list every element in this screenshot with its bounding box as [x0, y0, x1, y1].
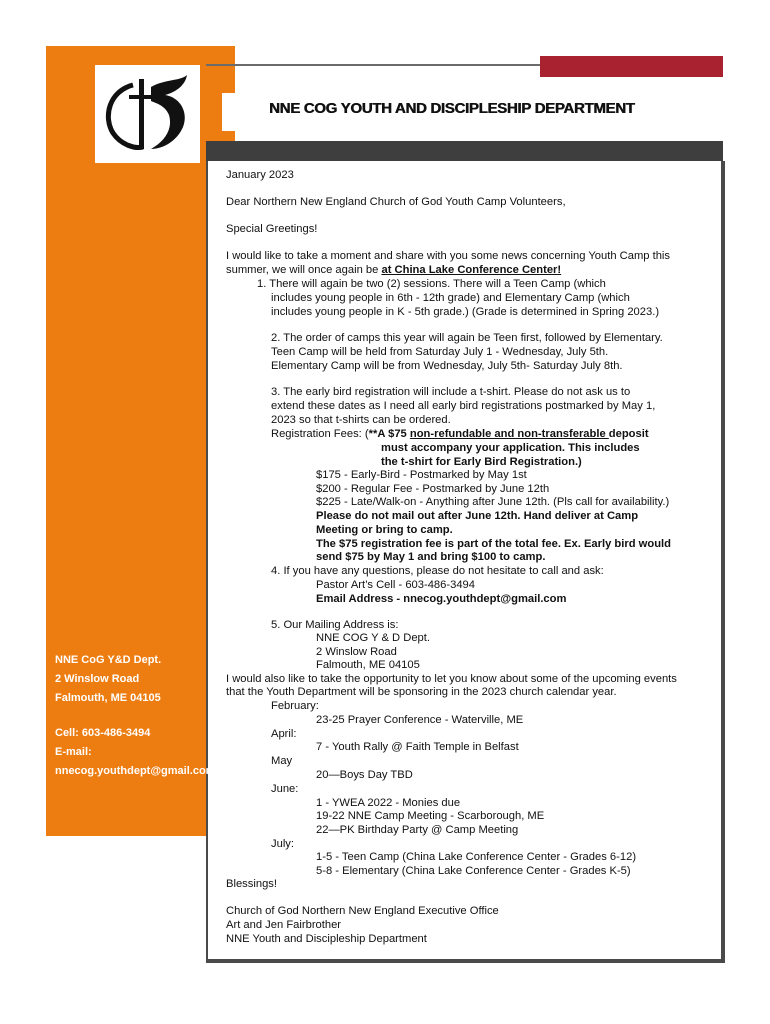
sidebar-email: nnecog.youthdept@gmail.com: [55, 765, 216, 777]
fee-early: $175 - Early-Bird - Postmarked by May 1st: [316, 469, 527, 481]
registration-fees: Registration Fees: (**A $75 non-refundable and non-transferable deposit: [271, 428, 649, 440]
fee-late: $225 - Late/Walk-on - Anything after June 12th. (Pls call for availability.): [316, 496, 670, 508]
item-3: 2023 so that t-shirts can be ordered.: [271, 414, 451, 426]
mailing-address: 2 Winslow Road: [316, 646, 397, 658]
camp-location: at China Lake Conference Center!: [381, 264, 562, 276]
item-3: 3. The early bird registration will include a t-shirt. Please do not ask us to: [271, 386, 631, 398]
item-2: Teen Camp will be held from Saturday July 1 - Wednesday, July 5th.: [271, 346, 609, 358]
intro-line: I would like to take a moment and share with you some news concerning Youth Camp this: [226, 250, 671, 262]
item-5: 5. Our Mailing Address is:: [271, 619, 399, 631]
sidebar-dept: NNE CoG Y&D Dept.: [55, 654, 162, 666]
fee-regular: $200 - Regular Fee - Postmarked by June 12th: [316, 483, 550, 495]
registration-fees: must accompany your application. This includes: [381, 442, 640, 454]
mailing-address: NNE COG Y & D Dept.: [316, 632, 430, 644]
item-2: 2. The order of camps this year will again be Teen first, followed by Elementary.: [271, 332, 663, 344]
fee-note: send $75 by May 1 and bring $100 to camp.: [316, 551, 546, 563]
month-label: February:: [271, 700, 319, 712]
page-title: NNE COG YOUTH AND DISCIPLESHIP DEPARTMENT: [269, 100, 635, 117]
sidebar-street: 2 Winslow Road: [55, 673, 140, 685]
sidebar-cell: Cell: 603-486-3494: [55, 727, 151, 739]
event-item: 19-22 NNE Camp Meeting - Scarborough, ME: [316, 810, 545, 822]
registration-fees: the t-shirt for Early Bird Registration.): [381, 456, 582, 468]
month-label: June:: [271, 783, 299, 795]
event-item: 22—PK Birthday Party @ Camp Meeting: [316, 824, 519, 836]
signature-line: Church of God Northern New England Executive Office: [226, 905, 499, 917]
letter-greeting: Special Greetings!: [226, 223, 318, 235]
item-1: includes young people in 6th - 12th grade) and Elementary Camp (which: [271, 292, 630, 304]
event-item: 1 - YWEA 2022 - Monies due: [316, 797, 461, 809]
sidebar-city: Falmouth, ME 04105: [55, 692, 161, 704]
event-item: 7 - Youth Rally @ Faith Temple in Belfast: [316, 741, 519, 753]
events-intro: I would also like to take the opportunity to let you know about some of the upcoming events: [226, 673, 677, 685]
month-label: July:: [271, 838, 295, 850]
month-label: April:: [271, 728, 297, 740]
logo: [95, 65, 200, 163]
event-item: 20—Boys Day TBD: [316, 769, 413, 781]
event-item: 5-8 - Elementary (China Lake Conference Center - Grades K-5): [316, 865, 631, 877]
month-label: May: [271, 755, 293, 767]
event-item: 1-5 - Teen Camp (China Lake Conference Center - Grades 6-12): [316, 851, 637, 863]
mail-note: Meeting or bring to camp.: [316, 524, 453, 536]
intro-line: summer, we will once again be at China Lake Conference Center!: [226, 264, 562, 276]
signature-line: Art and Jen Fairbrother: [226, 919, 342, 931]
contact-sidebar: [55, 651, 230, 781]
sidebar-email-label: E-mail:: [55, 746, 92, 758]
header-accent: [540, 56, 723, 77]
item-1: 1. There will again be two (2) sessions. There will a Teen Camp (which: [257, 278, 606, 290]
event-item: 23-25 Prayer Conference - Waterville, ME: [316, 714, 524, 726]
mailing-address: Falmouth, ME 04105: [316, 659, 420, 671]
item-2: Elementary Camp will be from Wednesday, July 5th- Saturday July 8th.: [271, 360, 623, 372]
title-band: [206, 141, 723, 161]
item-3: extend these dates as I need all early bird registrations postmarked by May 1,: [271, 400, 656, 412]
letter-closing: Blessings!: [226, 878, 277, 890]
events-intro: that the Youth Department will be sponsoring in the 2023 church calendar year.: [226, 686, 617, 698]
item-4: 4. If you have any questions, please do not hesitate to call and ask:: [271, 565, 604, 577]
signature-line: NNE Youth and Discipleship Department: [226, 933, 427, 945]
church-of-god-logo-icon: [95, 65, 200, 163]
item-1: includes young people in K - 5th grade.) (Grade is determined in Spring 2023.): [271, 306, 660, 318]
sidebar-notch: [222, 93, 235, 131]
mail-note: Please do not mail out after June 12th. Hand deliver at Camp: [316, 510, 639, 522]
fee-note: The $75 registration fee is part of the total fee. Ex. Early bird would: [316, 538, 671, 550]
letter-salutation: Dear Northern New England Church of God Youth Camp Volunteers,: [226, 196, 566, 208]
contact-cell: Pastor Art’s Cell - 603-486-3494: [316, 579, 475, 591]
letter-date: January 2023: [226, 169, 294, 181]
contact-email: Email Address - nnecog.youthdept@gmail.com: [316, 593, 567, 605]
